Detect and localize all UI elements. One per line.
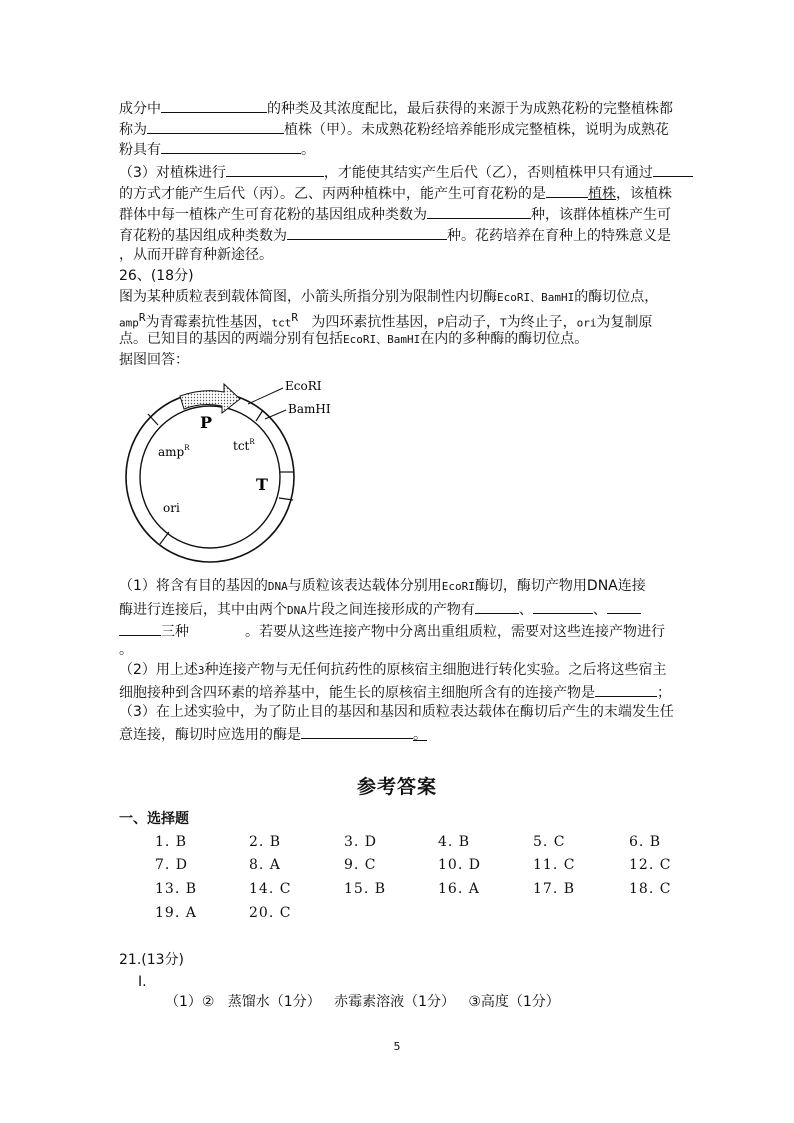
answer-blank[interactable] <box>546 182 588 198</box>
segment-divider <box>256 410 263 421</box>
answer-blank[interactable] <box>226 161 324 177</box>
choice-answer: 14. C <box>249 881 292 897</box>
answer-blank[interactable] <box>607 598 641 614</box>
terminator-label: T <box>256 475 268 494</box>
amp-label: amp$^R$ <box>158 444 190 459</box>
choice-answer: 1. B <box>155 834 188 850</box>
choice-answer: 4. B <box>438 834 471 850</box>
answer-blank[interactable] <box>595 681 657 697</box>
choice-answer: 17. B <box>533 881 576 897</box>
plasmid-diagram <box>118 372 368 572</box>
choice-answer: 12. C <box>629 857 672 873</box>
bamhi-label: BamHI <box>288 402 331 416</box>
tct-label: tct$^R$ <box>233 438 255 453</box>
choice-answer: 6. B <box>629 834 662 850</box>
q21-heading: 21.(13分) <box>119 952 185 968</box>
q26-heading: 26、(18分) <box>119 268 194 284</box>
q25-line-7: 育花粉的基因组成种类数为 种。花药培养在育种上的特殊意义是 <box>119 224 671 246</box>
q26-sub1-line-3: 三种 。若要从这些连接产物中分离出重组质粒，需要对这些连接产物进行 <box>119 620 665 642</box>
answer-blank[interactable] <box>147 118 284 134</box>
ori-label: ori <box>163 501 180 515</box>
answer-blank[interactable] <box>533 598 593 614</box>
ecori-label: EcoRI <box>285 379 322 393</box>
part-roman-numeral: I. <box>138 974 147 990</box>
choice-answer: 7. D <box>155 857 189 873</box>
choice-answer: 20. C <box>249 905 292 921</box>
q25-line-5: 的方式才能产生后代（丙）。乙、丙两种植株中，能产生可育花粉的是 植株，该植株 <box>119 182 672 204</box>
promoter-label: P <box>200 413 213 432</box>
q26-intro-1: 图为某种质粒表到载体简图，小箭头所指分别为限制性内切酶EcoRI、BamHI的酶切位点， <box>119 289 659 305</box>
section-heading: 一、选择题 <box>119 811 189 827</box>
choice-answer: 3. D <box>344 834 378 850</box>
answer-blank[interactable] <box>161 97 267 113</box>
ecori-site-pointer <box>248 388 283 404</box>
segment-divider <box>160 532 169 544</box>
q26-sub2-line-2: 细胞接种到含四环素的培养基中，能生长的原核宿主细胞所含有的连接产物是 ； <box>119 681 671 703</box>
q26-sub1-line-1: （1）将含有目的基因的DNA与质粒该表达载体分别用EcoRI酶切，酶切产物用DNA连接 <box>119 578 646 594</box>
q21-answer-line: （1）② 蒸馏水（1分） 赤霉素溶液（1分） ③高度（1分） <box>165 994 560 1010</box>
choice-answer: 15. B <box>344 881 387 897</box>
choice-answer: 2. B <box>249 834 282 850</box>
answer-blank[interactable] <box>301 723 413 739</box>
q25-line-3: 粉具有 。 <box>119 138 315 160</box>
choice-answer: 18. C <box>629 881 672 897</box>
choice-answer: 9. C <box>344 857 377 873</box>
q25-line-1: 成分中 的种类及其浓度配比，最后获得的来源于为成熟花粉的完整植株都 <box>119 97 673 119</box>
answer-blank[interactable] <box>653 161 693 177</box>
choice-answer: 13. B <box>155 881 198 897</box>
answer-blank[interactable] <box>427 203 531 219</box>
page-number: 5 <box>393 1040 401 1053</box>
choice-answer: 5. C <box>533 834 566 850</box>
q25-line-8: ，从而开辟育种新途径。 <box>119 247 273 263</box>
q26-intro-4: 据图回答： <box>119 352 189 368</box>
q26-sub2-line-1: （2）用上述3种连接产物与无任何抗药性的原核宿主细胞进行转化实验。之后将这些宿主 <box>119 662 667 678</box>
bamhi-site-pointer <box>265 410 286 419</box>
answer-blank[interactable] <box>287 224 447 240</box>
q25-line-4: （3）对植株进行 ，才能使其结实产生后代（乙），否则植株甲只有通过 <box>119 161 693 183</box>
q25-line-2: 称为 植株（甲）。未成熟花粉经培养能形成完整植株，说明为成熟花 <box>119 118 669 140</box>
choice-answer: 19. A <box>155 905 197 921</box>
choice-answer: 10. D <box>438 857 481 873</box>
answer-blank[interactable] <box>119 620 161 636</box>
answer-blank[interactable] <box>475 598 519 614</box>
q26-sub1-line-4: 。 <box>119 642 133 658</box>
choice-answer: 16. A <box>438 881 480 897</box>
choice-answer: 8. A <box>249 857 281 873</box>
q26-sub1-line-2: 酶进行连接后，其中由两个DNA片段之间连接形成的产物有 、 、 <box>119 598 641 621</box>
choice-answer: 11. C <box>533 857 576 873</box>
q26-intro-2: amp$^R$为青霉素抗性基因，tct$^R$ 为四环素抗性基因，P启动子，T为终止子，ori为复制原 <box>119 311 653 331</box>
answer-key-title: 参考答案 <box>356 776 437 798</box>
q26-intro-3: 点。已知目的基因的两端分别有包括EcoRI、BamHI在内的多种酶的酶切位点。 <box>119 331 589 347</box>
q26-sub3-line-1: （3）在上述实验中，为了防止目的基因和基因和质粒表达载体在酶切后产生的末端发生任 <box>119 704 674 720</box>
q26-sub3-line-2: 意连接，酶切时应选用的酶是 。 <box>119 723 427 745</box>
answer-blank[interactable] <box>161 138 301 154</box>
q25-line-6: 群体中每一植株产生可育花粉的基因组成种类数为 种，该群体植株产生可 <box>119 203 671 225</box>
